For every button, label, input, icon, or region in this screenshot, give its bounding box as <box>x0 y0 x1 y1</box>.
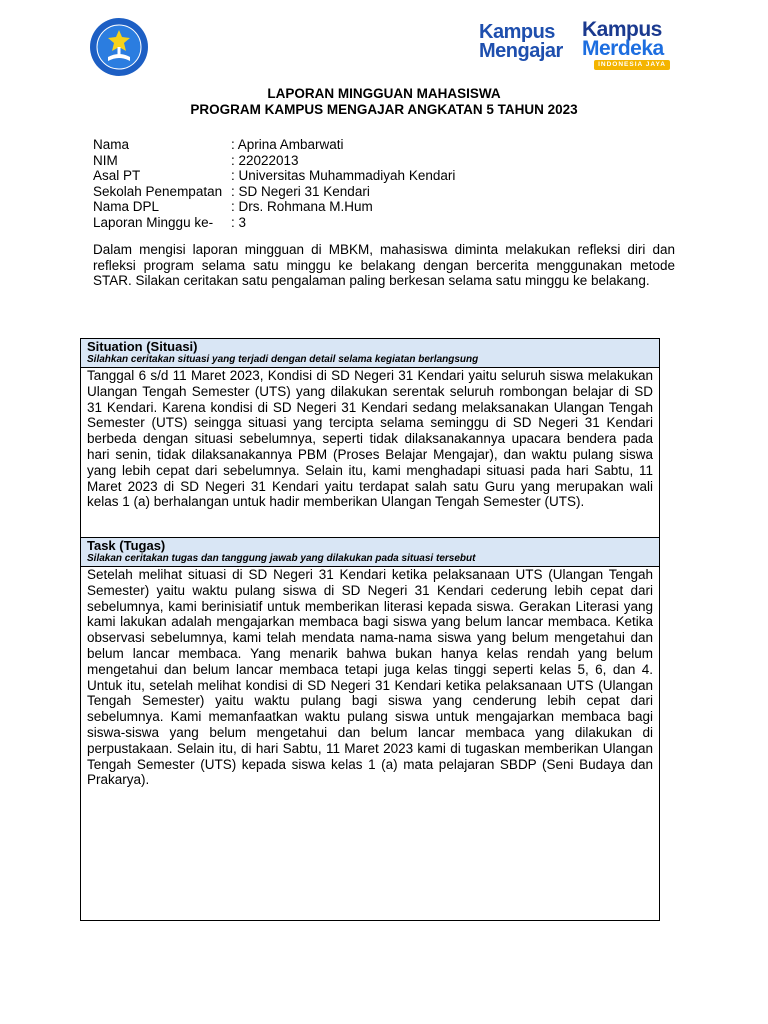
kampus-merdeka-logo <box>582 20 677 78</box>
info-row <box>93 137 455 153</box>
info-row <box>93 184 455 200</box>
situation-subtitle: Silahkan ceritakan situasi yang terjadi dengan detail selama kegiatan berlangsung <box>87 354 479 365</box>
info-value-dpl: : Drs. Rohmana M.Hum <box>231 199 373 214</box>
kampus-mengajar-line1: Kampus <box>479 21 555 43</box>
report-title: LAPORAN MINGGUAN MAHASISWA <box>267 86 501 101</box>
info-row <box>93 153 455 169</box>
task-body: Setelah melihat situasi di SD Negeri 31 Kendari ketika pelaksanaan UTS (Ulangan Tengah Semester) yaitu waktu pulang siswa di SD Negeri 31 Kendari cederung lebih cepat dari sebelumnya, kami berinisiatif untuk memberikan literasi kepada siswa. Gerakan Literasi yang kami lakukan adalah mengajarkan membaca bagi siswa yang belum lancar membaca. Ketika observasi sebelumnya, kami telah mendata nama-nama siswa yang belum mengetahui dan belum lancar membaca. Yang menarik bahwa bukan hanya kelas rendah yang belum mengetahui dan belum lancar membaca tetapi juga kelas tinggi seperti kelas 5, 6, dan 4. Untuk itu, setelah melihat kondisi di SD Negeri 31 Kendari ketika pelaksanaan UTS (Ulangan Tengah Semester) yaitu waktu pulang bagi siswa yang cenderung lebih cepat dari sebelumnya. Kami memanfaatkan waktu pulang siswa untuk mengajarkan membaca bagi siswa-siswa yang belum mengetahui dan belum lancar membaca yang dilakukan di perpustakaan. Selain itu, di hari Sabtu, 11 Maret 2023 kami di tugaskan memberikan Ulangan Tengah Semester (UTS) kepada siswa kelas 1 (a) mata pelajaran SBDP (Seni Budaya dan Prakarya). <box>87 567 653 788</box>
kampus-merdeka-line1: Kampus <box>582 18 662 41</box>
info-value-nama: : Aprina Ambarwati <box>231 137 344 152</box>
task-subtitle: Silakan ceritakan tugas dan tanggung jawab yang dilakukan pada situasi tersebut <box>87 553 476 564</box>
kampus-mengajar-line2: Mengajar <box>479 40 563 62</box>
kampus-logos <box>478 20 678 80</box>
info-value-asal-pt: : Universitas Muhammadiyah Kendari <box>231 168 456 183</box>
report-subtitle: PROGRAM KAMPUS MENGAJAR ANGKATAN 5 TAHUN 2023 <box>190 102 578 117</box>
info-row <box>93 215 455 231</box>
kampus-merdeka-band: INDONESIA JAYA <box>594 60 670 70</box>
kampus-mengajar-logo <box>478 20 578 70</box>
info-row <box>93 168 455 184</box>
info-value-sekolah: : SD Negeri 31 Kendari <box>231 183 370 199</box>
info-label-minggu: Laporan Minggu ke- <box>93 214 214 230</box>
info-label-sekolah: Sekolah Penempatan <box>93 183 223 199</box>
info-value-minggu: : 3 <box>231 214 247 230</box>
task-title: Task (Tugas) <box>87 538 166 553</box>
situation-header <box>81 339 659 368</box>
situation-body: Tanggal 6 s/d 11 Maret 2023, Kondisi di SD Negeri 31 Kendari yaitu seluruh siswa melakukan Ulangan Tengah Semester (UTS) yang dilakukan serentak seluruh rombongan belajar di SD 31 Kendari. Karena kondisi di SD Negeri 31 Kendari sedang melaksanakan Ulangan Tengah Semester (UTS) seingga situasi yang tercipta selama seminggu di SD Negeri 31 Kendari berbeda dengan situasi sebelumnya, seperti tidak dilaksanakannya upacara bendera pada hari senin, tidak dilaksanakannya PBM (Proses Belajar Mengajar), dan waktu pulang siswa yang lebih cepat dari sebelumnya. Selain itu, kami menghadapi situasi pada hari Sabtu, 11 Maret 2023 di SD Negeri 31 Kendari yaitu terdapat salah satu Guru yang merupakan wali kelas 1 (a) berhalangan untuk hadir memberikan Ulangan Tengah Semester (UTS). <box>81 368 659 538</box>
task-header <box>81 538 659 567</box>
student-info <box>93 137 455 230</box>
info-row <box>93 199 455 215</box>
intro-paragraph: Dalam mengisi laporan mingguan di MBKM, mahasiswa diminta melakukan refleksi diri dan refleksi program selama satu minggu ke belakang dengan bercerita menggunakan metode STAR. Silakan ceritakan satu pengalaman paling berkesan selama satu minggu ke belakang. <box>93 242 675 288</box>
info-value-nim: : 22022013 <box>231 152 299 168</box>
info-label-asal-pt: Asal PT <box>93 168 141 183</box>
situation-title: Situation (Situasi) <box>87 339 198 354</box>
tut-wuri-handayani-logo <box>89 17 149 77</box>
kampus-merdeka-line2: Merdeka <box>582 37 664 60</box>
star-report-table <box>80 338 660 921</box>
info-label-dpl: Nama DPL <box>93 199 160 214</box>
info-label-nama: Nama <box>93 137 130 152</box>
info-label-nim: NIM <box>93 152 118 168</box>
